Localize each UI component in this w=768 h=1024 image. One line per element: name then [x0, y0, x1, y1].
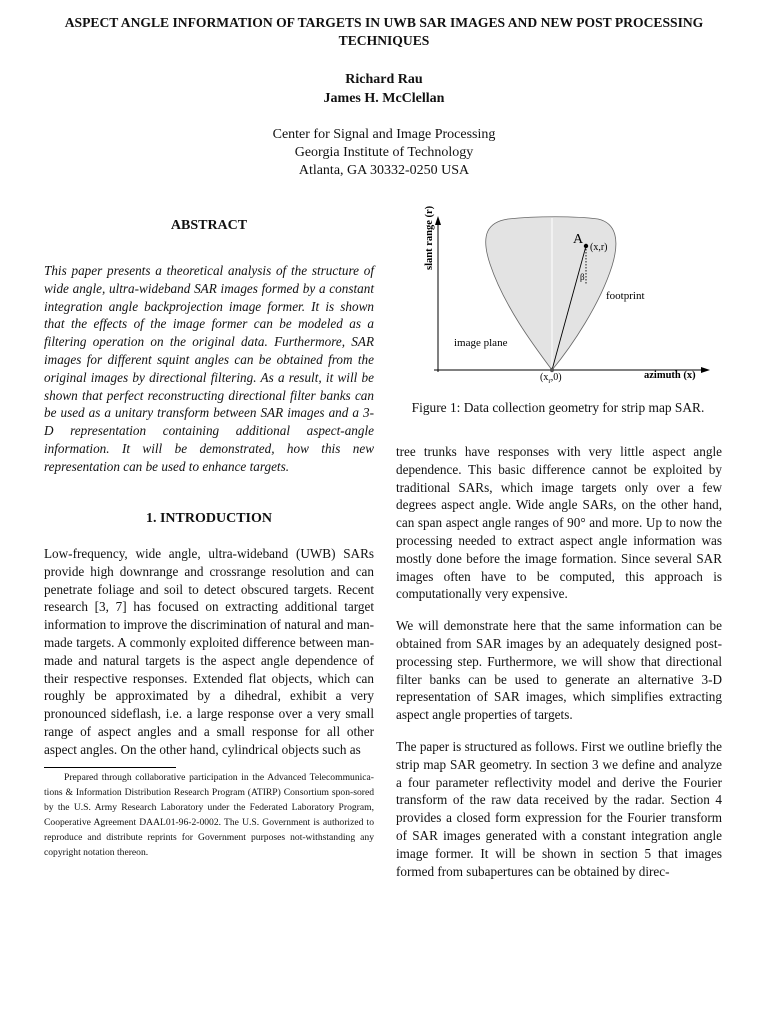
paper-title: ASPECT ANGLE INFORMATION OF TARGETS IN UWB SAR IMAGES AND NEW POST PROCESSING TECHNIQUES [64, 15, 704, 48]
affiliation-line: Georgia Institute of Technology [294, 145, 474, 160]
paragraph: tree trunks have responses with very little aspect angle dependence. This basic difference cannot be exploited by traditional SARs, which image targets only over a few degrees aspect angle. Wide angle SARs, on the other hand, can span aspect angle ranges of 90° and more. Up to now the processing needed to extract aspect angle information was mostly done before the image formation. Since several SAR images often have to be computed, this approach is computationally very expensive. [396, 444, 722, 602]
footnote-rule [44, 767, 176, 768]
x-axis-label: azimuth (x) [644, 370, 696, 381]
figure-caption: Figure 1: Data collection geometry for strip map SAR. [411, 400, 705, 415]
beta-label: β [580, 272, 585, 282]
author-list [0, 70, 768, 108]
introduction-paragraph: Low-frequency, wide angle, ultra-wideband (UWB) SARs provide high downrange and crossrange resolution and can penetrate foliage and soil to detect obscured targets. Recent research [3, 7] has focused on extracting additional target information to improve the discrimination of natural and man-made targets. A commonly exploited difference between man-made and natural targets is the aspect angle dependence of their respective responses. Extended flat objects, which can roughly be approximated by a dihedral, exhibit a very pronounced sideflash, i.e. a large response over a very small range of aspect angles and a small response for all other aspect angles. On the other hand, cylindrical objects such as [44, 546, 374, 757]
y-axis-label: slant range (r) [424, 205, 435, 270]
right-column [396, 443, 722, 894]
author-name: Richard Rau [345, 72, 423, 87]
author-name: James H. McClellan [323, 91, 445, 106]
point-xr-label: (x,r) [590, 242, 608, 253]
geometry-figure [416, 196, 732, 392]
point-a-label: A [573, 232, 584, 247]
affiliation-line: Atlanta, GA 30332-0250 USA [298, 163, 470, 178]
footnote: Prepared through collaborative participation in the Advanced Telecommunica-tions & Information Distribution Research Program (ATIRP) Consortium spon-sored by the U.S. Army Research Laboratory under the Federated Laboratory Program, Cooperative Agreement DAAL01-96-2-0002. The U.S. Government is authorized to reproduce and distribute reprints for Government purposes not-withstanding any copyright notation thereon. [44, 772, 374, 858]
affiliation [0, 126, 768, 180]
abstract-text: This paper presents a theoretical analysis of the structure of wide angle, ultra-wideband SAR images formed by a constant integration angle backprojection image former. It is shown that the effects of the image former can be modeled as a filtering operation on the original data. Furthermore, SAR images for different squint angles can be obtained from the original images by directional filtering. As a result, it will be shown that perfect reconstructing directional filter banks can be used as a unitary transform between SAR images and a 3-D representation containing additional aspect-angle information. It will be demonstrated, how this new representation can be used to enhance targets. [44, 263, 374, 474]
abstract-heading: ABSTRACT [170, 218, 248, 233]
paragraph: The paper is structured as follows. First we outline briefly the strip map SAR geometry. In section 3 we define and analyze a four parameter reflectivity model and derive the Fourier transform of the raw data received by the radar. Section 4 provides a closed form expression for the Fourier transform of SAR images generated with a constant integration angle image former. It will be shown in section 5 that images formed from subapertures can be obtained by direc- [396, 738, 722, 879]
y-axis-arrow [435, 216, 441, 225]
x-axis-arrow [701, 367, 710, 373]
affiliation-line: Center for Signal and Image Processing [272, 127, 496, 142]
image-plane-label: image plane [454, 337, 508, 349]
paragraph: We will demonstrate here that the same information can be obtained from SAR images by an adequately designed post-processing step. Furthermore, we will show that directional filter banks can be used to generate an alternative 3-D representation of SAR images, which simplifies extracting aspect angle properties of targets. [396, 618, 722, 723]
introduction-heading: 1. INTRODUCTION [145, 511, 272, 526]
footprint-label: footprint [606, 290, 645, 302]
target-point [584, 244, 588, 248]
origin-label: $(x_r,0)$ [540, 372, 562, 385]
